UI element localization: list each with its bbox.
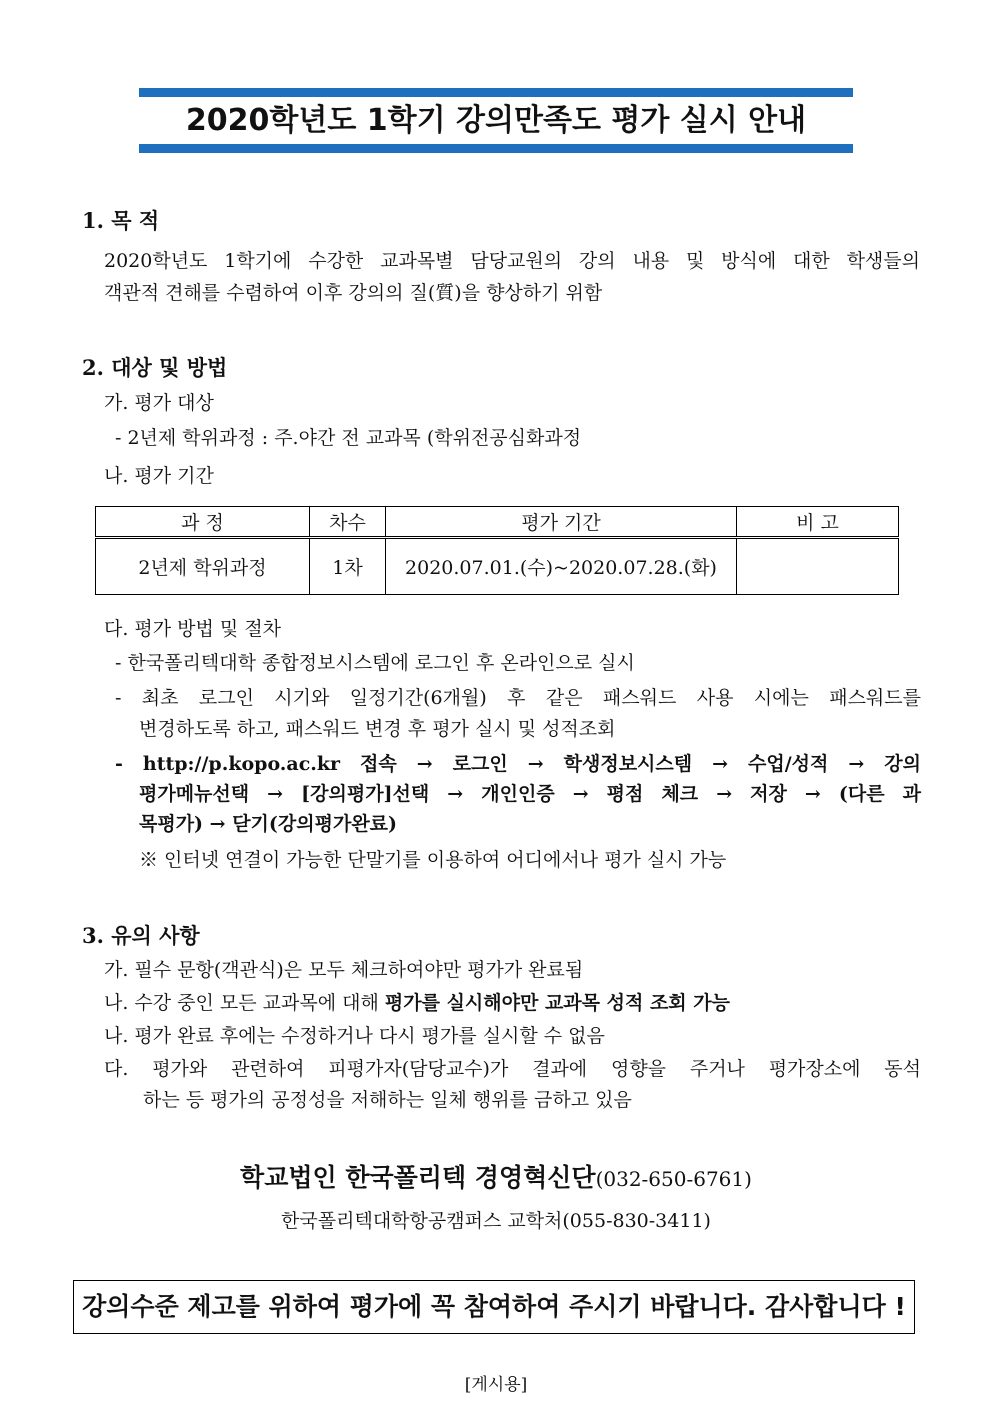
title-bar-bottom	[139, 144, 853, 153]
section2-c-item2-line1: - 최초 로그인 시기와 일정기간(6개월) 후 같은 패스워드 사용 시에는 패스워드를	[115, 687, 921, 709]
title-banner	[139, 88, 853, 154]
campus-office: 한국폴리텍대학항공캠퍼스 교학처(055-830-3411)	[281, 1210, 711, 1232]
section2-b-heading: 나. 평가 기간	[104, 465, 214, 487]
section2-c-item3-line1: - http://p.kopo.ac.kr 접속 → 로그인 → 학생정보시스템 → 수업/성적 → 강의	[115, 753, 921, 775]
table-cell-period: 2020.07.01.(수)~2020.07.28.(화)	[386, 538, 737, 595]
issuer-tel: (032-650-6761)	[595, 1167, 752, 1191]
section2-c-note: ※ 인터넷 연결이 가능한 단말기를 이용하여 어디에서나 평가 실시 가능	[139, 849, 727, 871]
title-bar-top	[139, 88, 853, 97]
section2-c-item3-line3: 목평가) → 닫기(강의평가완료)	[139, 813, 398, 835]
section2-c-heading: 다. 평가 방법 및 절차	[104, 618, 282, 640]
issuer-org: 학교법인 한국폴리텍 경영혁신단	[240, 1163, 596, 1192]
appeal-box: 강의수준 제고를 위하여 평가에 꼭 참여하여 주시기 바랍니다. 감사합니다 !	[73, 1280, 915, 1334]
evaluation-period-table	[95, 506, 899, 595]
table-cell-round: 1차	[310, 538, 386, 595]
table-header-course: 과 정	[96, 507, 310, 538]
section2-heading: 2. 대상 및 방법	[82, 355, 228, 380]
table-header-round: 차수	[310, 507, 386, 538]
table-cell-note	[737, 538, 899, 595]
section1-line1: 2020학년도 1학기에 수강한 교과목별 담당교원의 강의 내용 및 방식에 대한 학생들의	[104, 250, 920, 272]
issuer-line	[0, 1158, 992, 1194]
section3-item1: 가. 필수 문항(객관식)은 모두 체크하여야만 평가가 완료됨	[104, 959, 584, 981]
section2-c-item1: - 한국폴리텍대학 종합정보시스템에 로그인 후 온라인으로 실시	[115, 652, 635, 674]
section2-c-item2-line2: 변경하도록 하고, 패스워드 변경 후 평가 실시 및 성적조회	[139, 718, 616, 740]
section3-heading: 3. 유의 사항	[82, 923, 200, 948]
section1-heading: 1. 목 적	[82, 208, 160, 233]
section2-a-heading: 가. 평가 대상	[104, 392, 214, 414]
section3-item4-line1: 다. 평가와 관련하여 피평가자(담당교수)가 결과에 영향을 주거나 평가장소에 동석	[104, 1058, 921, 1080]
section2-c-item3-line2: 평가메뉴선택 → [강의평가]선택 → 개인인증 → 평점 체크 → 저장 → (다른 과	[139, 783, 921, 805]
table-row	[96, 538, 899, 595]
table-header-note: 비 고	[737, 507, 899, 538]
table-cell-course: 2년제 학위과정	[96, 538, 310, 595]
page-title: 2020학년도 1학기 강의만족도 평가 실시 안내	[185, 103, 807, 138]
section1-line2: 객관적 견해를 수렴하여 이후 강의의 질(質)을 향상하기 위함	[104, 282, 603, 304]
section3-item4-line2: 하는 등 평가의 공정성을 저해하는 일체 행위를 금하고 있음	[143, 1089, 632, 1111]
posting-tag: [게시용]	[464, 1375, 528, 1395]
section3-item2-plain: 나. 수강 중인 모든 교과목에 대해	[104, 992, 385, 1014]
section3-item2	[104, 988, 730, 1015]
section2-a-item: - 2년제 학위과정 : 주.야간 전 교과목 (학위전공심화과정	[115, 427, 582, 449]
section3-item2-bold: 평가를 실시해야만 교과목 성적 조회 가능	[384, 992, 730, 1014]
section3-item3: 나. 평가 완료 후에는 수정하거나 다시 평가를 실시할 수 없음	[104, 1025, 605, 1047]
table-header-period: 평가 기간	[386, 507, 737, 538]
